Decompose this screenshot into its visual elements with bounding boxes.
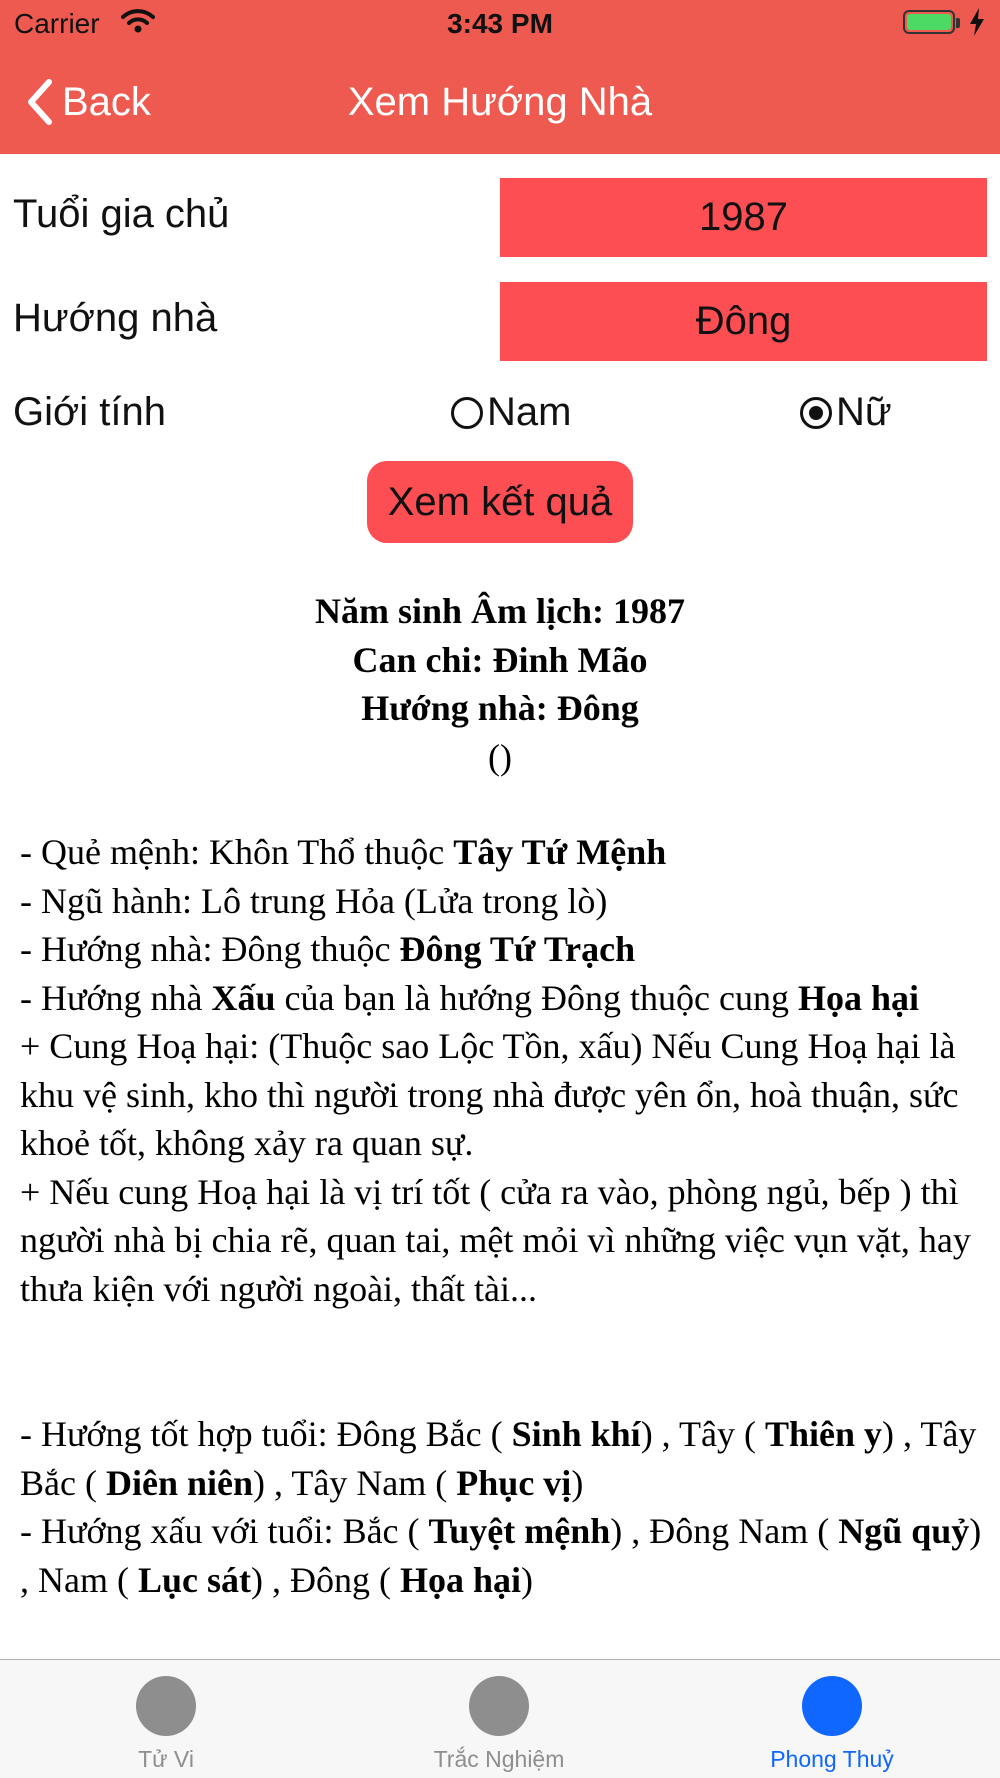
- can-chi: Can chi: Đinh Mão: [352, 639, 648, 680]
- battery-icon: [903, 10, 955, 34]
- cung-hoa-hai-paragraph-2: + Nếu cung Hoạ hại là vị trí tốt ( cửa ra vào, phòng ngủ, bếp ) thì người nhà bị chia rẽ, quan tai, mệt mỏi vì những việc vụn vặt, hay thưa kiện với người ngoài, thất tài...: [20, 1171, 971, 1309]
- tab-phong-thuy[interactable]: [682, 1676, 982, 1773]
- age-label: Tuổi gia chủ: [13, 192, 230, 236]
- lunar-year: Năm sinh Âm lịch: 1987: [314, 591, 686, 631]
- result-note: (): [488, 736, 512, 777]
- good-directions-line: - Hướng tốt hợp tuổi: Đông Bắc ( Sinh khí) , Tây ( Thiên y) , Tây Bắc ( Diên niên) , Tây Nam ( Phục vị): [20, 1414, 977, 1503]
- chevron-left-icon: [26, 78, 54, 126]
- tab-label: Tử Vi: [138, 1746, 194, 1772]
- gender-option-label: Nam: [487, 390, 572, 434]
- nav-bar: [0, 50, 1000, 154]
- bad-directions-line: - Hướng xấu với tuổi: Bắc ( Tuyệt mệnh) , Đông Nam ( Ngũ quỷ) , Nam ( Lục sát) , Đông ( Họa hại): [20, 1511, 982, 1600]
- tab-tu-vi-icon: [136, 1676, 196, 1736]
- tab-bar: [0, 1659, 1000, 1778]
- gender-label: Giới tính: [13, 390, 166, 434]
- tab-trac-nghiem-icon: [469, 1676, 529, 1736]
- carrier-label: Carrier: [14, 8, 100, 39]
- gender-radio-nu[interactable]: [800, 390, 892, 435]
- tab-tu-vi[interactable]: [16, 1676, 316, 1773]
- back-button[interactable]: [26, 74, 151, 130]
- huong-nha-line: - Hướng nhà: Đông thuộc Đông Tứ Trạch: [20, 929, 636, 969]
- view-result-button[interactable]: Xem kết quả: [367, 461, 633, 543]
- huong-xau-line: - Hướng nhà Xấu của bạn là hướng Đông thuộc cung Họa hại: [20, 977, 919, 1018]
- result-body: [20, 828, 985, 1604]
- radio-unchecked-icon: [451, 397, 483, 429]
- result-direction: Hướng nhà: Đông: [361, 688, 639, 728]
- battery-tip: [956, 18, 960, 28]
- back-label: Back: [62, 79, 151, 124]
- result-header: [0, 587, 1000, 781]
- direction-field[interactable]: Đông: [500, 282, 987, 361]
- age-field[interactable]: 1987: [500, 178, 987, 257]
- direction-label: Hướng nhà: [13, 296, 218, 340]
- ngu-hanh-line: - Ngũ hành: Lô trung Hỏa (Lửa trong lò): [20, 880, 608, 921]
- cung-hoa-hai-paragraph: + Cung Hoạ hại: (Thuộc sao Lộc Tồn, xấu) Nếu Cung Hoạ hại là khu vệ sinh, kho thì người trong nhà được yên ổn, hoà thuận, sức khoẻ tốt, không xảy ra quan sự.: [20, 1026, 959, 1163]
- status-bar: [0, 0, 1000, 50]
- tab-trac-nghiem[interactable]: [349, 1676, 649, 1773]
- charging-bolt-icon: [970, 8, 984, 43]
- tab-label: Phong Thuỷ: [770, 1746, 894, 1772]
- status-time: 3:43 PM: [447, 8, 553, 39]
- tab-label: Trắc Nghiệm: [433, 1746, 565, 1772]
- que-menh-line: - Quẻ mệnh: Khôn Thổ thuộc Tây Tứ Mệnh: [20, 832, 667, 872]
- radio-checked-icon: [800, 397, 832, 429]
- gender-option-label: Nữ: [836, 390, 892, 434]
- tab-phong-thuy-icon: [802, 1676, 862, 1736]
- page-title: Xem Hướng Nhà: [347, 80, 653, 124]
- gender-radio-nam[interactable]: [451, 390, 571, 435]
